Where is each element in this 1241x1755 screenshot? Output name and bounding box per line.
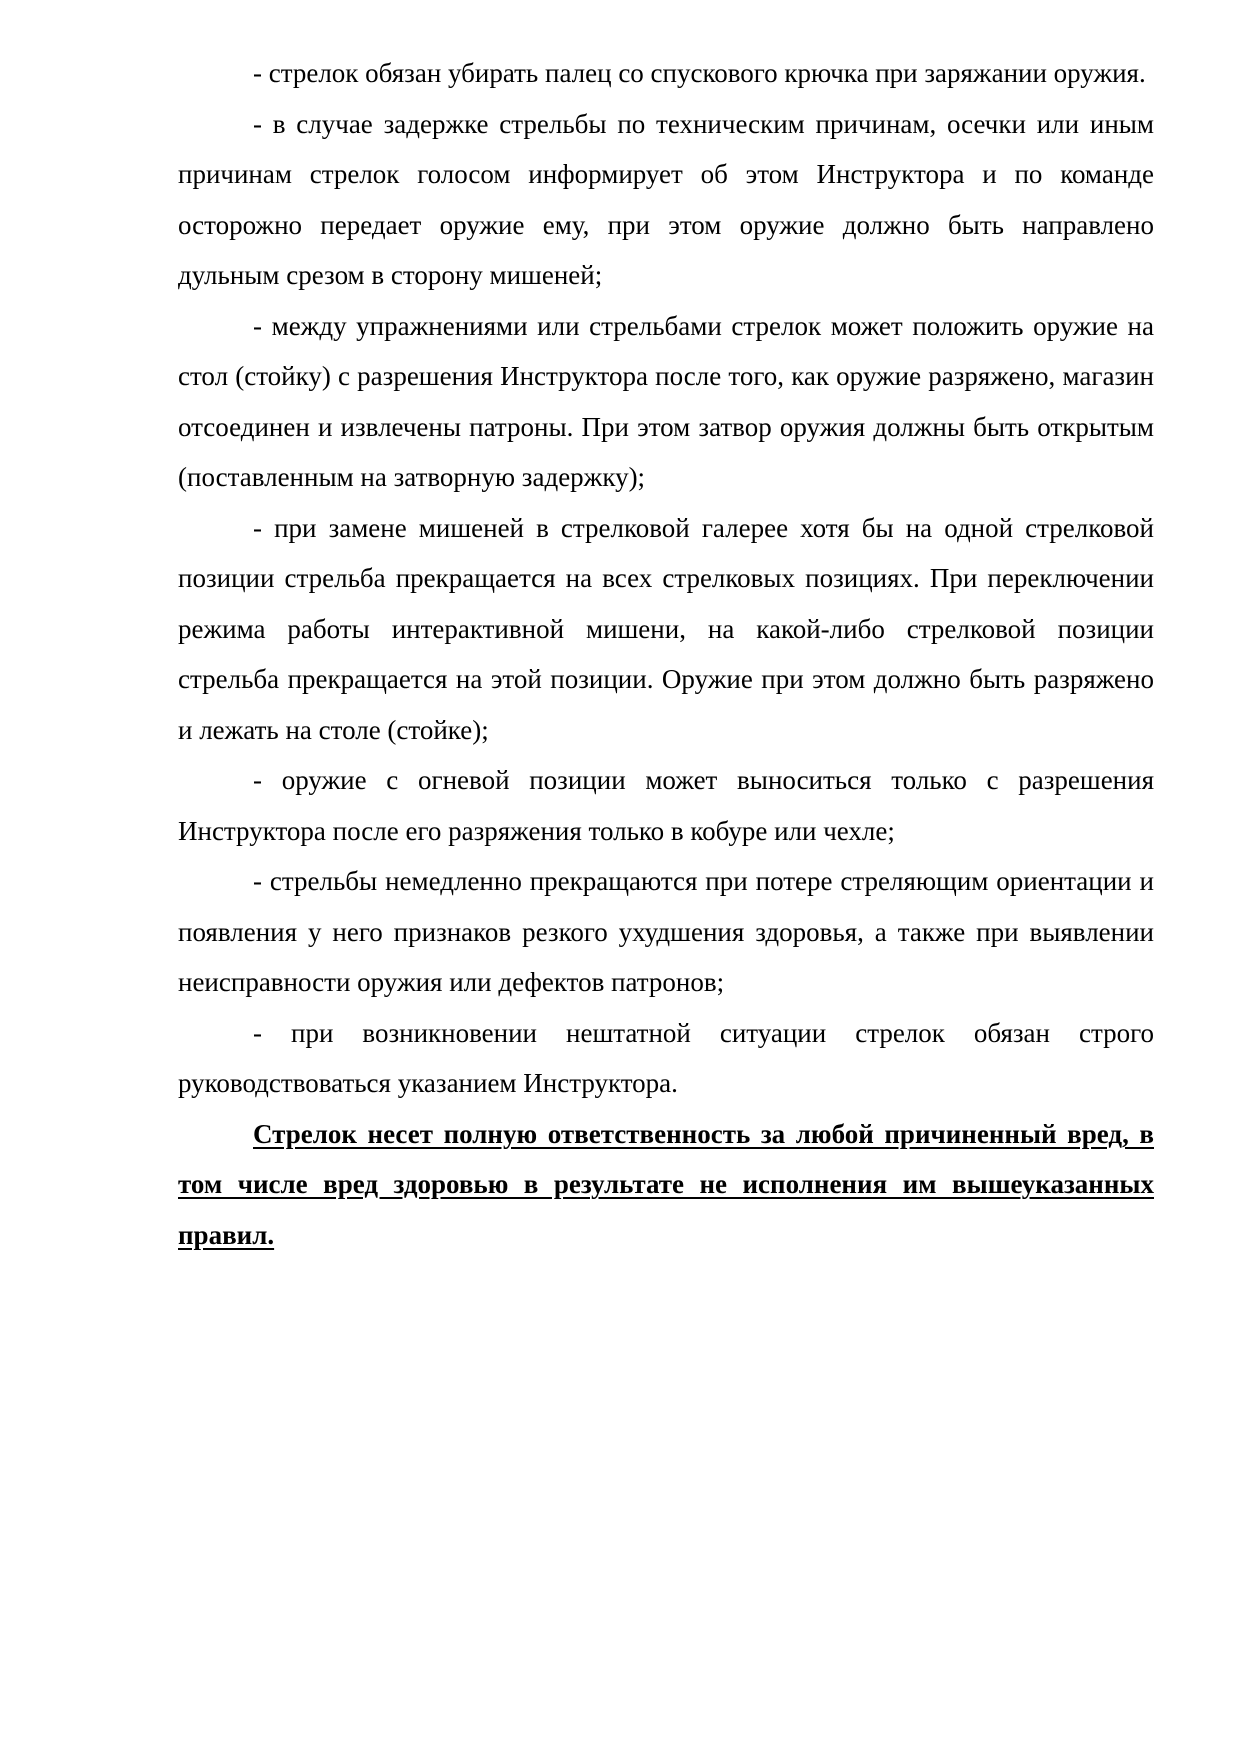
rule-paragraph-weapon-on-table: - между упражнениями или стрельбами стрелок может положить оружие на стол (стойку) с разрешения Инструктора после того, как оружие разряжено, магазин отсоединен и извлечены патроны. При этом затвор оружия должны быть открытым (поставленным на затворную задержку); <box>178 310 1154 492</box>
rule-paragraph-misfire: - в случае задержке стрельбы по техническим причинам, осечки или иным причинам стрелок голосом информирует об этом Инструктора и по команде осторожно передает оружие ему, при этом оружие должно быть направлено дульным срезом в сторону мишеней; <box>178 108 1154 290</box>
responsibility-statement: Стрелок несет полную ответственность за любой причиненный вред, в том числе вред здоровью в результате не исполнения им вышеуказанных правил. <box>178 1118 1154 1250</box>
rule-paragraph-emergency: - при возникновении нештатной ситуации стрелок обязан строго руководствоваться указанием Инструктора. <box>178 1017 1154 1098</box>
rule-paragraph-trigger-finger: - стрелок обязан убирать палец со спускового крючка при заряжании оружия. <box>253 58 1146 88</box>
rule-paragraph-target-change: - при замене мишеней в стрелковой галерее хотя бы на одной стрелковой позиции стрельба прекращается на всех стрелковых позициях. При переключении режима работы интерактивной мишени, на какой-либо стрелковой позиции стрельба прекращается на этой позиции. Оружие при этом должно быть разряжено и лежать на столе (стойке); <box>178 512 1154 745</box>
rule-paragraph-weapon-removal: - оружие с огневой позиции может выноситься только с разрешения Инструктора после его разряжения только в кобуре или чехле; <box>178 765 1154 846</box>
document-page <box>178 48 1154 1260</box>
rule-paragraph-ceasefire: - стрельбы немедленно прекращаются при потере стреляющим ориентации и появления у него признаков резкого ухудшения здоровья, а также при выявлении неисправности оружия или дефектов патронов; <box>178 866 1154 997</box>
